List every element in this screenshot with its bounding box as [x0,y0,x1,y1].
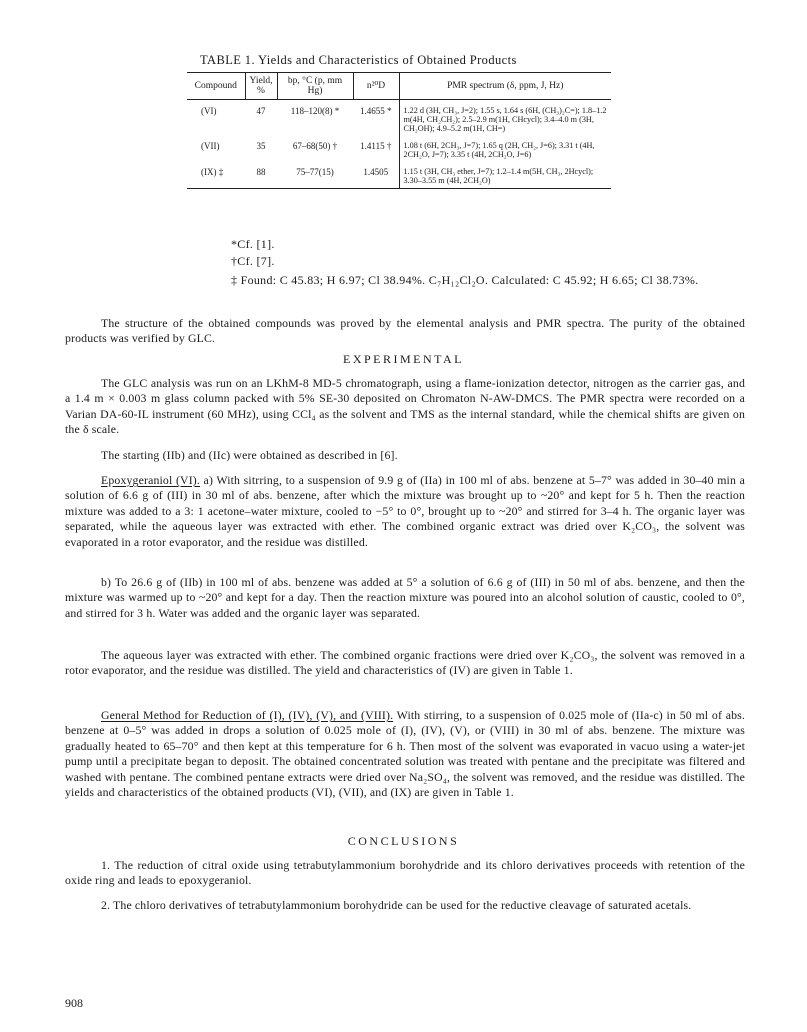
cell-yield: 35 [256,141,266,151]
cell-nd: 1.4115 † [360,141,392,151]
footnote-1: *Cf. [1]. [231,237,275,251]
experimental-heading: EXPERIMENTAL [342,352,465,366]
cell-yield: 47 [256,106,266,116]
table-row [187,100,611,136]
table-header-row [187,73,611,100]
conclusion-1: 1. The reduction of citral oxide using tetrabutylammonium borohydride and its chloro derivatives proceeds with retention of the oxide ring and leads to epoxygeraniol. [65,858,745,888]
cell-compound: (IX) ‡ [187,161,245,189]
header-yield: Yield, % [245,73,277,100]
header-bp: bp, °C (p, mm Hg) [277,73,353,100]
table-row [187,135,611,161]
cell-pmr: 1.08 t (6H, 2CH₃, J=7); 1.65 q (2H, CH₂, J=6); 3.31 t (4H, 2CH₂O, J=7); 3.35 t (4H, 2CH₂O, J=6) [399,135,611,161]
footnote-2: †Cf. [7]. [231,254,275,268]
cell-bp: 67–68(50) † [292,141,338,151]
paragraph-general-method [65,708,745,800]
cell-yield: 88 [245,161,277,189]
table-caption: TABLE 1. Yields and Characteristics of Obtained Products [200,53,517,67]
conclusions-heading: CONCLUSIONS [347,834,460,848]
paragraph-epoxygeraniol [65,473,745,550]
page-number: 908 [65,996,83,1010]
cell-nd: 1.4655 * [360,106,392,116]
cell-bp: 75–77(15) [277,161,353,189]
conclusion-2: 2. The chloro derivatives of tetrabutylammonium borohydride can be used for the reductive cleavage of saturated acetals. [101,898,692,912]
header-nd: n²⁰D [353,73,399,100]
cell-pmr: 1.22 d (3H, CH₃, J=2); 1.55 s, 1.64 s (6H, (CH₃)₂C=); 1.8–1.2 m(4H, CH₂CH₂); 2.5–2.9 m(1H, CHcycl); 3.4–4.0 m (3H, CH₂OH); 4.9–5.2 m(1H, CH=) [399,100,611,136]
paragraph-aqueous: The aqueous layer was extracted with ether. The combined organic fractions were dried over K₂CO₃, the solvent was removed in a rotor evaporator, and the residue was distilled. The yield and characteristics of (IV) are given in Table 1. [65,648,745,678]
header-compound: Compound [187,73,245,100]
cell-compound: (VII) [201,141,220,151]
paragraph-glc: The GLC analysis was run on an LKhM-8 MD-5 chromatograph, using a flame-ionization detector, nitrogen as the carrier gas, and a 1.4 m × 0.003 m glass column packed with 5% SE-30 deposited on Chromaton N-AW-DMCS. The PMR spectra were recorded on a Varian DA-60-IL instrument (60 MHz), using CCl₄ as the solvent and TMS as the internal standard, while the chemical shifts are given on the δ scale. [65,376,745,437]
paragraph-general-method-text: With stirring, to a suspension of 0.025 mole of (IIa-c) in 50 ml of abs. benzene at 0–5° was added in drops a solution of 0.025 mole of (I), (IV), (V), or (VIII) in 30 ml of abs. benzene. The mixture was gradually heated to 65–70° and then kept at this temperature for 6 h. Then most of the solvent was evaporated in vacuo using a water-jet pump until a precipitate began to deposit. The obtained concentrated solution was treated with pentane and the precipitate was filtered and washed with pentane. The combined pentane extracts were dried over Na₂SO₄, the solvent was removed, and the residue was distilled. The yields and characteristics of the obtained products (VI), (VII), and (IX) are given in Table 1. [65,708,745,800]
cell-pmr: 1.15 t (3H, CH₃ ether, J=7); 1.2–1.4 m(5H, CH₃, 2Hcycl); 3.30–3.55 m (4H, 2CH₂O) [399,161,611,189]
yields-table [187,72,611,189]
section-title-epoxygeraniol: Epoxygeraniol (VI). [101,473,200,487]
paragraph-structure: The structure of the obtained compounds was proved by the elemental analysis and PMR spectra. The purity of the obtained products was verified by GLC. [65,316,745,346]
cell-compound: (VI) [201,106,217,116]
footnote-3: ‡ Found: C 45.83; H 6.97; Cl 38.94%. C₇H₁₂Cl₂O. Calculated: C 45.92; H 6.65; Cl 38.73%. [231,273,699,287]
table-row [187,161,611,189]
paragraph-starting: The starting (IIb) and (IIc) were obtained as described in [6]. [101,448,398,462]
cell-bp: 118–120(8) * [290,106,340,116]
header-pmr: PMR spectrum (δ, ppm, J, Hz) [399,73,611,100]
section-title-general-method: General Method for Reduction of (I), (IV), (V), and (VIII). [101,708,394,722]
paragraph-epoxygeraniol-text: a) With sitrring, to a suspension of 9.9 g of (IIa) in 100 ml of abs. benzene at 5–7° was added in 30–40 min a solution of 6.6 g of (III) in 30 ml of abs. benzene, after which the mixture was brought up to ~20° and kept for 5 h. Then the reaction mixture was added to a 3: 1 acetone–water mixture, cooled to −5° to 0°, brought up to ~20° and stirred for 3–4 h. The organic layer was separated, while the aqueous layer was extracted with ether. The combined organic extract was dried over K₂CO₃, the solvent was evaporated in a rotor evaporator, and the residue was distilled. [65,473,745,549]
cell-nd: 1.4505 [353,161,399,189]
paragraph-method-b: b) To 26.6 g of (IIb) in 100 ml of abs. benzene was added at 5° a solution of 6.6 g of (III) in 50 ml of abs. benzene, and then the mixture was warmed up to ~20° and kept for a day. Then the reaction mixture was poured into an alcohol solution of caustic, cooled to 0°, and stirred for 3 h. Water was added and the organic layer was separated. [65,575,745,620]
